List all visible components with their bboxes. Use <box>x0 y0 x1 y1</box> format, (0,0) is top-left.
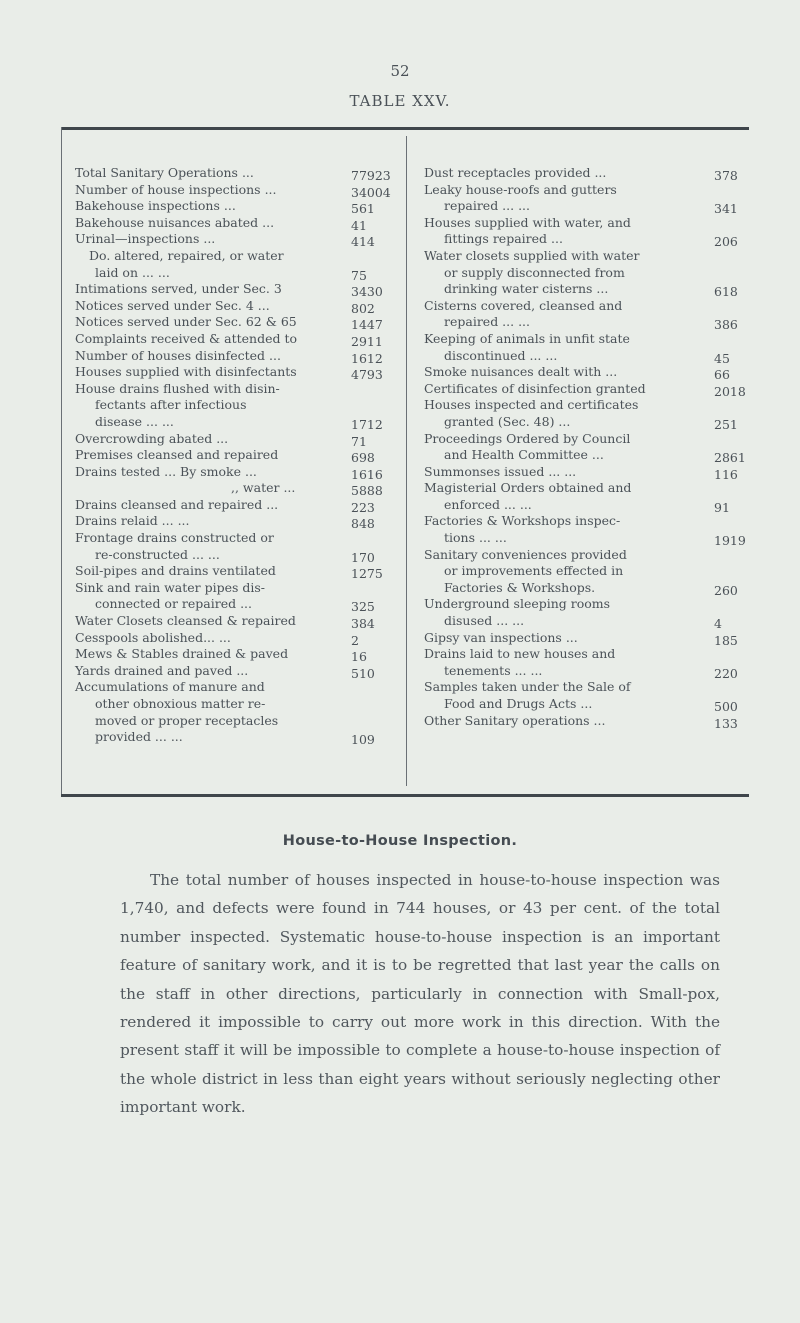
entry-value: 414 <box>351 234 375 250</box>
table-entry <box>75 381 395 431</box>
entry-value: 2911 <box>351 333 383 349</box>
table-entry <box>424 679 744 712</box>
table-entry <box>75 314 395 331</box>
entry-label-line: repaired ... ... <box>444 198 530 214</box>
entry-value: 1612 <box>351 350 383 366</box>
table-entry <box>424 513 746 549</box>
section-paragraph: The total number of houses inspected in house-to-house inspection was 1,740, and defects were found in 744 houses, or 43 per cent. of the total number inspected. Systematic house-to-house inspection is an important feature of sanitary work, and it is to be regretted that last year the calls on the staff in other directions, particularly in connection with Small-pox, rendered it impossible to carry out more work in this direction. With the present staff it will be impossible to complete a house-to-house inspection of the whole district in less than eight years without seriously neglecting other important work. <box>120 871 720 1117</box>
entry-label-line: granted (Sec. 48) ... <box>444 413 571 429</box>
entry-value: 384 <box>351 616 375 632</box>
entry-value: 223 <box>351 499 375 515</box>
entry-label-line: Factories & Workshops inspec- <box>424 513 621 529</box>
entry-value: 698 <box>351 450 375 466</box>
entry-label-line: House drains flushed with disin- <box>75 380 280 396</box>
table-entry <box>75 613 395 630</box>
entry-value: 109 <box>351 732 375 748</box>
entry-value: 2 <box>351 632 359 648</box>
entry-label-line: Premises cleansed and repaired <box>75 447 279 463</box>
table-top-rule <box>61 127 749 130</box>
entry-label-line: fectants after infectious <box>95 397 247 413</box>
table-entry <box>75 480 395 497</box>
table-entry <box>424 480 744 513</box>
table-entry <box>424 646 744 679</box>
table-entry <box>75 182 395 199</box>
table-entry <box>424 547 744 597</box>
entry-value: 341 <box>714 201 738 217</box>
table-entry <box>75 630 395 647</box>
entry-value: 91 <box>714 499 730 515</box>
entry-value: 1616 <box>351 466 383 482</box>
entry-value: 2861 <box>714 450 746 466</box>
entry-label-line: repaired ... ... <box>444 314 530 330</box>
entry-label-line: Intimations served, under Sec. 3 <box>75 281 282 297</box>
entry-value: 66 <box>714 367 730 383</box>
table-entry <box>75 663 395 680</box>
table-left-rule <box>61 127 62 797</box>
table-entry <box>75 513 395 530</box>
table-column-divider <box>406 136 407 786</box>
entry-value: 5888 <box>351 483 383 499</box>
table-entry <box>424 431 744 464</box>
entry-label-line: Soil-pipes and drains ventilated <box>75 563 276 579</box>
entry-value: 500 <box>714 699 738 714</box>
entry-value: 386 <box>714 317 738 333</box>
entry-value: 77923 <box>351 168 391 183</box>
table-entry <box>75 563 395 580</box>
entry-label-line: provided ... ... <box>95 729 183 745</box>
table-entry <box>75 679 395 748</box>
entry-label-line: Urinal—inspections ... <box>75 231 216 247</box>
entry-label-line: fittings repaired ... <box>444 231 563 247</box>
entry-label-line: Proceedings Ordered by Council <box>424 430 631 446</box>
entry-label-line: Overcrowding abated ... <box>75 430 229 446</box>
table-entry <box>424 596 744 632</box>
entry-label-line: tions ... ... <box>444 530 507 546</box>
table-entry <box>75 530 395 563</box>
table-entry <box>75 331 395 348</box>
table-entry <box>75 364 395 381</box>
entry-label-line: Other Sanitary operations ... <box>424 712 606 728</box>
entry-label-line: Summonses issued ... ... <box>424 463 577 479</box>
entry-label-line: laid on ... ... <box>95 264 170 280</box>
entry-label-line: Cesspools abolished... ... <box>75 629 231 645</box>
entry-value: 3430 <box>351 284 383 300</box>
table-entry <box>75 580 395 613</box>
entry-value: 1447 <box>351 317 383 333</box>
entry-label-line: Underground sleeping rooms <box>424 596 611 612</box>
entry-label-line: Samples taken under the Sale of <box>424 679 631 695</box>
table-entry <box>424 464 744 481</box>
entry-value: 1919 <box>714 533 746 549</box>
table-right-column <box>424 165 744 729</box>
entry-label-line: disused ... ... <box>444 613 525 629</box>
entry-value: 802 <box>351 300 375 316</box>
table-entry <box>75 248 395 281</box>
table-entry <box>424 397 744 430</box>
entry-value: 1275 <box>351 566 383 582</box>
page-number: 52 <box>390 62 410 80</box>
entry-label-line: Drains cleansed and repaired ... <box>75 496 279 512</box>
entry-value: 71 <box>351 433 367 449</box>
entry-value: 1712 <box>351 416 383 432</box>
entry-label-line: Drains laid to new houses and <box>424 646 616 662</box>
entry-value: 4 <box>714 616 722 632</box>
table-entry <box>424 298 744 331</box>
entry-label-line: Magisterial Orders obtained and <box>424 480 632 496</box>
entry-value: 34004 <box>351 184 391 200</box>
entry-label-line: Certificates of disinfection granted <box>424 380 646 396</box>
entry-label-line: and Health Committee ... <box>444 447 604 463</box>
table-entry <box>424 182 744 215</box>
entry-label-line: Gipsy van inspections ... <box>424 629 578 645</box>
entry-label-line: Houses inspected and certificates <box>424 397 639 413</box>
entry-value: 133 <box>714 715 738 731</box>
table-entry <box>424 331 744 364</box>
entry-label-line: Cisterns covered, cleansed and <box>424 297 623 313</box>
entry-value: 116 <box>714 466 738 482</box>
table-entry <box>75 348 395 365</box>
entry-value: 618 <box>714 284 738 300</box>
table-entry <box>424 215 744 248</box>
table-entry <box>424 713 744 730</box>
entry-value: 251 <box>714 416 738 432</box>
entry-label-line: Mews & Stables drained & paved <box>75 646 289 662</box>
table-entry <box>424 630 744 647</box>
entry-label-line: enforced ... ... <box>444 496 532 512</box>
entry-label-line: Dust receptacles provided ... <box>424 165 607 180</box>
table-left-column <box>75 165 395 746</box>
entry-label-line: tenements ... ... <box>444 662 543 678</box>
entry-label-line: drinking water cisterns ... <box>444 281 609 297</box>
entry-value: 848 <box>351 516 375 532</box>
table-title: TABLE XXV. <box>349 92 451 110</box>
table-entry <box>75 165 395 182</box>
entry-value: 41 <box>351 217 367 233</box>
entry-label-line: Smoke nuisances dealt with ... <box>424 364 618 380</box>
entry-label-line: Sanitary conveniences provided <box>424 546 627 562</box>
table-entry <box>75 231 395 248</box>
entry-label-line: ,, water ... <box>231 480 296 496</box>
entry-label-line: re-constructed ... ... <box>95 546 220 562</box>
table-entry <box>424 165 744 182</box>
entry-label-line: or supply disconnected from <box>444 264 625 280</box>
table-entry <box>424 248 744 298</box>
entry-label-line: connected or repaired ... <box>95 596 252 612</box>
entry-label-line: Water Closets cleansed & repaired <box>75 613 296 629</box>
entry-value: 561 <box>351 201 375 217</box>
entry-label-line: moved or proper receptacles <box>95 712 279 728</box>
entry-label-line: Houses supplied with disinfectants <box>75 364 297 380</box>
entry-value: 170 <box>351 549 375 565</box>
table-entry <box>75 497 395 514</box>
entry-value: 260 <box>714 582 738 598</box>
entry-label-line: Water closets supplied with water <box>424 247 640 263</box>
entry-label-line: Frontage drains constructed or <box>75 530 274 546</box>
table-entry <box>75 281 395 298</box>
entry-value: 378 <box>714 168 738 183</box>
entry-value: 220 <box>714 665 738 681</box>
table-entry <box>75 198 395 215</box>
entry-label-line: Factories & Workshops. <box>444 579 596 595</box>
entry-label-line: Number of house inspections ... <box>75 181 277 197</box>
section-heading: House-to-House Inspection. <box>282 833 518 849</box>
entry-label-line: Total Sanitary Operations ... <box>75 165 254 180</box>
entry-label-line: Notices served under Sec. 4 ... <box>75 297 270 313</box>
entry-label-line: Notices served under Sec. 62 & 65 <box>75 314 297 330</box>
entry-label-line: Drains tested ... By smoke ... <box>75 463 257 479</box>
entry-label-line: Drains relaid ... ... <box>75 513 190 529</box>
entry-value: 2018 <box>714 383 746 399</box>
entry-label-line: Food and Drugs Acts ... <box>444 696 593 711</box>
entry-value: 510 <box>351 665 375 681</box>
table-entry <box>75 431 395 448</box>
entry-label-line: Bakehouse inspections ... <box>75 198 236 214</box>
entry-label-line: Yards drained and paved ... <box>75 662 249 678</box>
table-entry <box>75 646 395 663</box>
table-entry <box>75 447 395 464</box>
entry-label-line: Do. altered, repaired, or water <box>89 247 284 263</box>
table-bottom-rule <box>61 794 749 797</box>
table-entry <box>424 381 744 398</box>
table-entry <box>424 364 744 381</box>
entry-label-line: Complaints received & attended to <box>75 330 298 346</box>
entry-value: 185 <box>714 632 738 648</box>
entry-label-line: Accumulations of manure and <box>75 679 265 695</box>
entry-value: 325 <box>351 599 375 615</box>
entry-label-line: or improvements effected in <box>444 563 624 579</box>
table-entry <box>75 298 395 315</box>
entry-label-line: Leaky house-roofs and gutters <box>424 181 617 197</box>
entry-label-line: disease ... ... <box>95 413 174 429</box>
entry-label-line: Bakehouse nuisances abated ... <box>75 214 275 230</box>
entry-label-line: Houses supplied with water, and <box>424 214 631 230</box>
entry-value: 75 <box>351 267 367 283</box>
entry-label-line: discontinued ... ... <box>444 347 558 363</box>
entry-label-line: other obnoxious matter re- <box>95 696 266 711</box>
entry-value: 45 <box>714 350 730 366</box>
entry-value: 4793 <box>351 367 383 383</box>
table-entry <box>75 464 395 481</box>
table-entry <box>75 215 395 232</box>
entry-label-line: Sink and rain water pipes dis- <box>75 579 266 595</box>
entry-label-line: Keeping of animals in unfit state <box>424 330 630 346</box>
entry-value: 16 <box>351 649 367 665</box>
entry-value: 206 <box>714 234 738 250</box>
entry-label-line: Number of houses disinfected ... <box>75 347 281 363</box>
